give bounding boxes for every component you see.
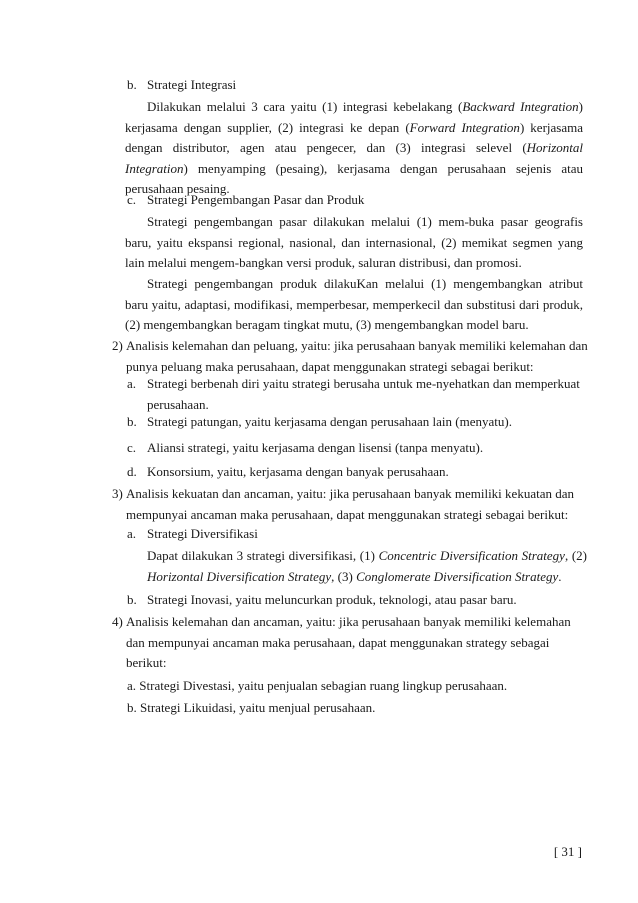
item-label: b. — [127, 414, 137, 429]
list-item: b. Strategi Likuidasi, yaitu menjual perusahaan. — [127, 700, 376, 715]
list-item: a. Strategi Divestasi, yaitu penjualan sebagian ruang lingkup perusahaan. — [127, 678, 508, 693]
page-number: [ 31 ] — [553, 844, 582, 859]
section-title: Strategi Integrasi — [147, 77, 237, 92]
list-item: Strategi patungan, yaitu kerjasama dengan perusahaan lain (menyatu). — [147, 414, 512, 429]
paragraph-produk: Strategi pengembangan produk dilakuKan melalui (1) mengembangkan atribut baru yaitu, adaptasi, modifikasi, memperbesar, memperkecil dan substitusi dari produk, (2) mengembangkan beragam tingkat mutu, (3) mengembangkan model baru. — [125, 276, 583, 332]
paragraph-integrasi: Dilakukan melalui 3 cara yaitu (1) integrasi kebelakang (Backward Integration) kerjasama dengan supplier, (2) integrasi ke depan (Forward Integration) kerjasama dengan distributor, agen atau pengecer, dan (3) integrasi selevel (Horizontal Integration) menyamping (pesaing), kerjasama dengan perusahaan sejenis atau perusahaan pesaing. — [125, 99, 583, 196]
paragraph-analisis-2: Analisis kelemahan dan peluang, yaitu: jika perusahaan banyak memiliki kelemahan dan punya peluang maka perusahaan, dapat menggunakan strategi sebagai berikut: — [126, 338, 588, 374]
list-number: 2) — [112, 338, 123, 353]
item-label: b. — [127, 592, 137, 607]
item-label: a. — [127, 526, 137, 541]
list-item: Aliansi strategi, yaitu kerjasama dengan lisensi (tanpa menyatu). — [147, 440, 484, 455]
paragraph-analisis-4: Analisis kelemahan dan ancaman, yaitu: jika perusahaan banyak memiliki kelemahan dan mempunyai ancaman maka perusahaan, dapat menggunakan strategy sebagai berikut: — [126, 614, 571, 670]
item-label: b. — [127, 77, 137, 92]
item-label: c. — [127, 440, 137, 455]
section-title: Strategi Diversifikasi — [147, 526, 258, 541]
item-label: c. — [127, 192, 137, 207]
list-item: Strategi berbenah diri yaitu strategi berusaha untuk me-nyehatkan dan memperkuat perusahaan. — [147, 376, 580, 412]
list-item: Konsorsium, yaitu, kerjasama dengan banyak perusahaan. — [147, 464, 449, 479]
list-number: 3) — [112, 486, 123, 501]
section-title: Strategi Pengembangan Pasar dan Produk — [147, 192, 365, 207]
list-number: 4) — [112, 614, 123, 629]
item-label: a. — [127, 376, 137, 391]
item-label: d. — [127, 464, 137, 479]
paragraph-pasar: Strategi pengembangan pasar dilakukan melalui (1) mem-buka pasar geografis baru, yaitu ekspansi regional, nasional, dan internasional, (2) memikat segmen yang lain melalui mengem-bangkan versi produk, saluran distribusi, dan promosi. — [125, 214, 583, 270]
list-item: Strategi Inovasi, yaitu meluncurkan produk, teknologi, atau pasar baru. — [147, 592, 517, 607]
paragraph-analisis-3: Analisis kekuatan dan ancaman, yaitu: jika perusahaan banyak memiliki kekuatan dan mempunyai ancaman maka perusahaan, dapat menggunakan strategi sebagai berikut: — [126, 486, 574, 522]
paragraph-diversifikasi: Dapat dilakukan 3 strategi diversifikasi, (1) Concentric Diversification Strategy, (2) Horizontal Diversification Strategy, (3) Conglomerate Diversification Strategy. — [147, 548, 587, 584]
